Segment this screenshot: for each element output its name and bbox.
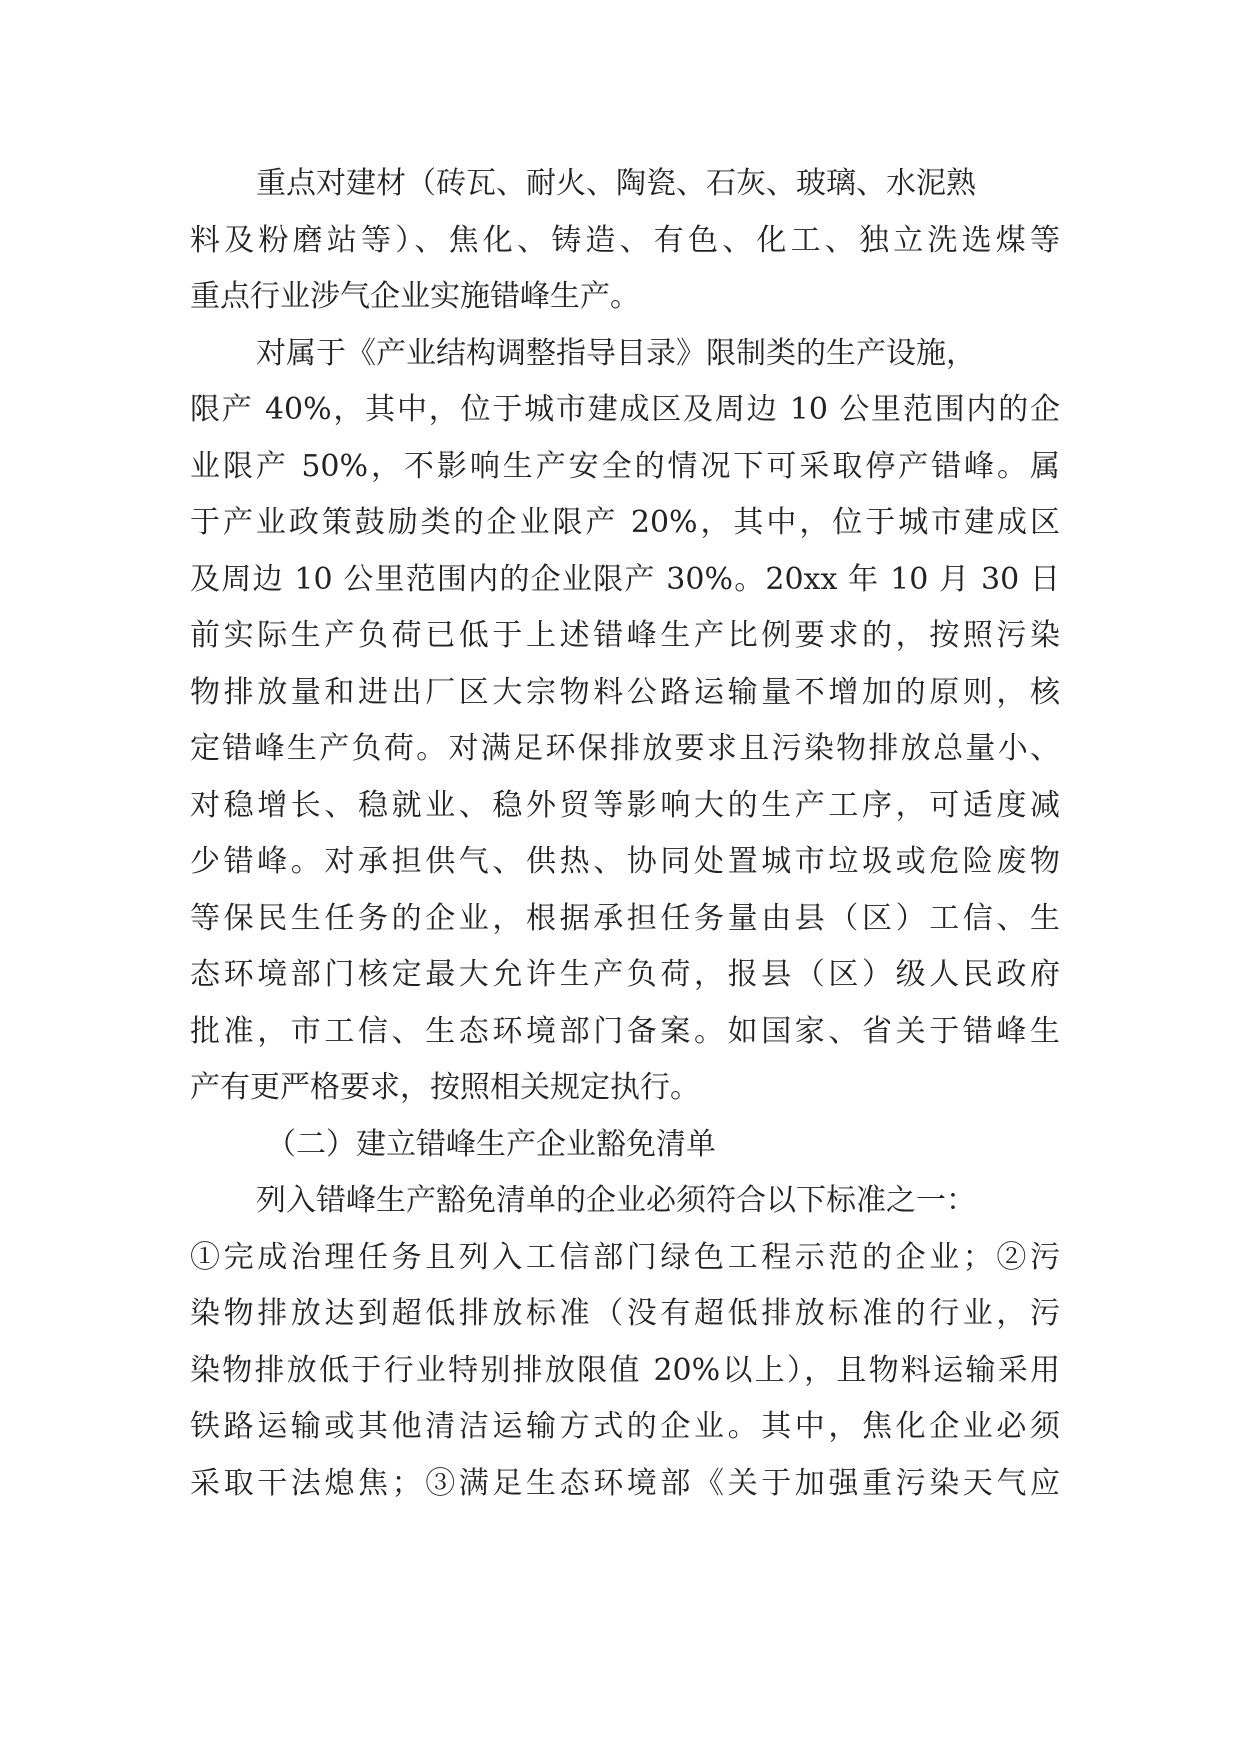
paragraph-3-line-3: 染物排放达到超低排放标准（没有超低排放标准的行业，污 [190, 1296, 1060, 1331]
paragraph-2-line-8: 定错峰生产负荷。对满足环保排放要求且污染物排放总量小、 [190, 731, 1060, 766]
paragraph-2-line-3: 业限产 50%，不影响生产安全的情况下可采取停产错峰。属 [190, 448, 1060, 484]
paragraph-2-line-7: 物排放量和进出厂区大宗物料公路运输量不增加的原则，核 [190, 674, 1060, 710]
paragraph-2-line-2: 限产 40%，其中，位于城市建成区及周边 10 公里范围内的企 [190, 392, 1060, 427]
paragraph-2-line-10: 少错峰。对承担供气、供热、协同处置城市垃圾或危险废物 [190, 844, 1060, 879]
paragraph-1-line-3: 重点行业涉气企业实施错峰生产。 [190, 279, 640, 314]
paragraph-2-line-14: 产有更严格要求，按照相关规定执行。 [190, 1070, 700, 1105]
paragraph-2-line-1: 对属于《产业结构调整指导目录》限制类的生产设施， [256, 335, 976, 371]
paragraph-3-line-4: 染物排放低于行业特别排放限值 20%以上），且物料运输采用 [190, 1352, 1060, 1388]
paragraph-2-line-12: 态环境部门核定最大允许生产负荷，报县（区）级人民政府 [190, 957, 1060, 992]
document-body [190, 156, 1060, 1512]
paragraph-2-line-6: 前实际生产负荷已低于上述错峰生产比例要求的，按照污染 [190, 618, 1060, 653]
paragraph-3-line-2: ①完成治理任务且列入工信部门绿色工程示范的企业；②污 [190, 1239, 1060, 1275]
paragraph-3-line-6: 采取干法熄焦；③满足生态环境部《关于加强重污染天气应 [190, 1465, 1060, 1501]
section-heading: （二）建立错峰生产企业豁免清单 [266, 1126, 716, 1162]
paragraph-3-line-5: 铁路运输或其他清洁运输方式的企业。其中，焦化企业必须 [190, 1409, 1060, 1444]
paragraph-3-line-1: 列入错峰生产豁免清单的企业必须符合以下标准之一： [256, 1183, 976, 1218]
paragraph-2-line-13: 批准，市工信、生态环境部门备案。如国家、省关于错峰生 [190, 1013, 1060, 1049]
paragraph-2-line-9: 对稳增长、稳就业、稳外贸等影响大的生产工序，可适度减 [190, 787, 1060, 823]
paragraph-2-line-11: 等保民生任务的企业，根据承担任务量由县（区）工信、生 [190, 900, 1060, 936]
paragraph-2-line-5: 及周边 10 公里范围内的企业限产 30%。20xx 年 10 月 30 日 [190, 561, 1060, 597]
paragraph-1-line-1: 重点对建材（砖瓦、耐火、陶瓷、石灰、玻璃、水泥熟 [256, 166, 976, 201]
paragraph-1-line-2: 料及粉磨站等）、焦化、铸造、有色、化工、独立洗选煤等 [190, 222, 1060, 258]
paragraph-2-line-4: 于产业政策鼓励类的企业限产 20%，其中，位于城市建成区 [190, 505, 1060, 540]
